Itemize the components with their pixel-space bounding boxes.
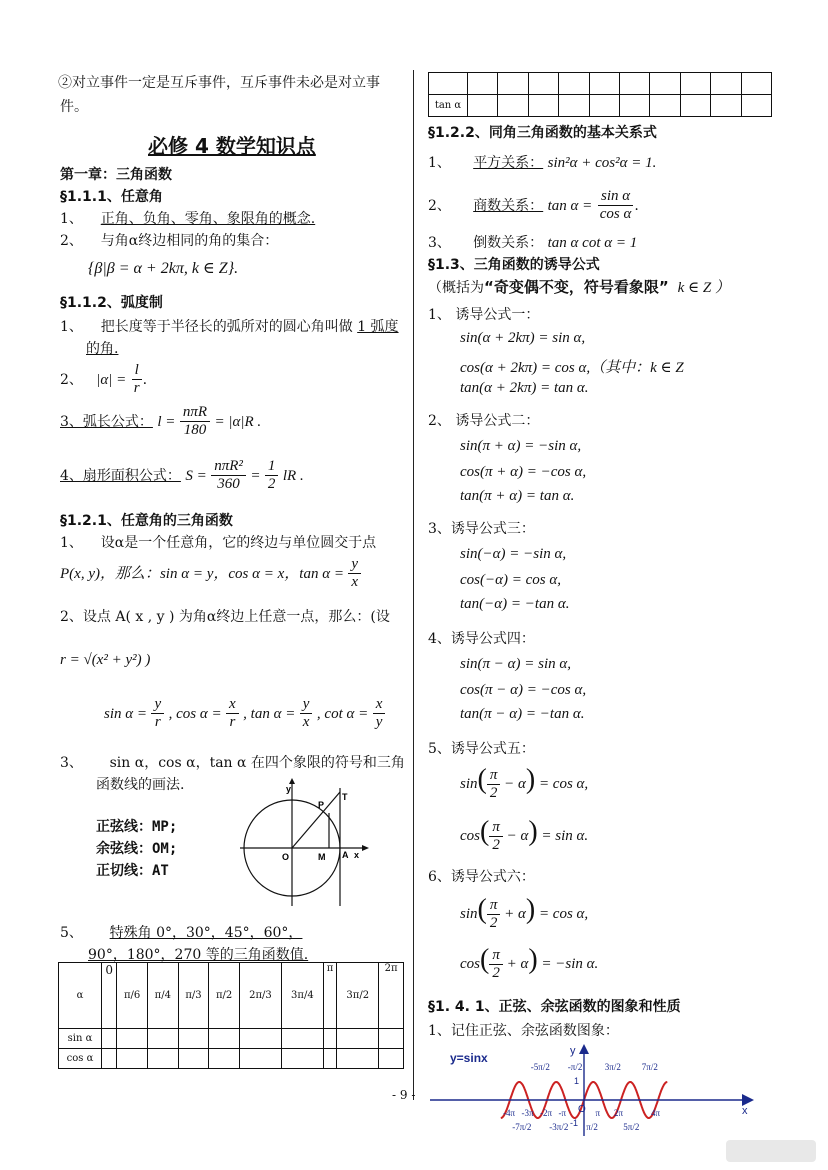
unit-circle-diagram (232, 778, 372, 908)
note-emphasis: “奇变偶不变，符号看象限” (484, 278, 669, 296)
formula-lhs: |α| = (96, 371, 127, 388)
table-cell (711, 73, 741, 95)
fraction (373, 696, 386, 732)
graph-label: y=sinx (450, 1051, 488, 1065)
item-number: 2、 (60, 371, 83, 388)
formula-label: 3、弧长公式： (60, 413, 153, 430)
fraction (265, 458, 279, 494)
formula-rhs: = |α|R . (214, 413, 262, 430)
table-cell (102, 1029, 117, 1049)
formula-line: tan(π − α) = −tan α. (460, 706, 585, 722)
table-cell: π/6 (117, 963, 148, 1029)
formula-label: 商数关系： (473, 197, 544, 214)
formula-rhs: lR . (282, 467, 304, 484)
section-heading-1-4-1: §1. 4. 1、正弦、余弦函数的图象和性质 (428, 999, 681, 1015)
table-cell (680, 95, 710, 117)
table-cell (178, 1029, 209, 1049)
table-cell (650, 95, 680, 117)
formula-rhs: = cos α, (538, 906, 589, 922)
table-cell (337, 1029, 379, 1049)
formula-text: P(x, y)，那么：sin α = y，cos α = x，tan α = (60, 565, 344, 582)
chapter-heading: 第一章：三角函数 (60, 167, 172, 183)
tick-label-fraction: π/2 (586, 1122, 598, 1132)
item-text: sin α，cos α，tan α 在四个象限的符号和三角 (109, 755, 405, 771)
tick-label-axis: π (595, 1108, 601, 1118)
table-cell (650, 73, 680, 95)
section-heading-1-3: §1.3、三角函数的诱导公式 (428, 257, 600, 273)
numerator: π (489, 819, 503, 837)
list-item (60, 922, 302, 942)
table-cell: tan α (429, 95, 468, 117)
formula-label: 4、扇形面积公式： (60, 467, 181, 484)
table-cell (498, 95, 528, 117)
table-cell (711, 95, 741, 117)
numerator: π (489, 947, 503, 965)
table-cell: 2π/3 (239, 963, 281, 1029)
denominator: x (351, 574, 359, 591)
list-item (60, 208, 315, 228)
table-row (429, 73, 772, 95)
formula-group-label: 4、诱导公式四： (428, 631, 535, 647)
table-continuation (428, 72, 772, 117)
fraction (487, 897, 501, 933)
label-y: y (286, 784, 292, 794)
numerator: y (348, 556, 361, 574)
formula-lhs: sin α = (104, 705, 148, 722)
list-item (60, 532, 376, 552)
equals-sign: = (250, 467, 261, 484)
operand: + α (506, 956, 529, 972)
table-cell: 3π/4 (281, 963, 323, 1029)
table-cell: π/3 (178, 963, 209, 1029)
formula-line: sin( $\frac{\pi}{2}$ − α) = cos α, (460, 764, 589, 802)
label-P: P (318, 800, 325, 810)
table-cell: π/4 (147, 963, 178, 1029)
table-cell (379, 1049, 404, 1069)
fraction (489, 947, 503, 983)
table-cell (147, 1049, 178, 1069)
table-cell (102, 1049, 117, 1069)
numerator: l (132, 362, 142, 380)
fraction (300, 696, 313, 732)
fn-name: cos (460, 828, 480, 844)
fn-name: cos (460, 956, 480, 972)
table-cell (239, 1049, 281, 1069)
note-text: （概括为 (428, 280, 484, 296)
table-cell: sin α (59, 1029, 102, 1049)
table-cell: 0 (102, 963, 117, 1029)
denominator: 2 (489, 915, 498, 932)
denominator: 2 (489, 785, 498, 802)
table-cell (468, 73, 498, 95)
numerator: y (151, 696, 164, 714)
numerator: x (373, 696, 386, 714)
fraction (180, 404, 210, 440)
item-number: 1、 (60, 535, 83, 551)
formula-line: cos( $\frac{\pi}{2}$ + α) = −sin α. (460, 944, 599, 982)
tick-label-upper: 7π/2 (641, 1062, 658, 1072)
item-number: 3、 (60, 755, 83, 771)
formula-line: tan(α + 2kπ) = tan α. (460, 380, 589, 396)
fn-name: sin (460, 906, 478, 922)
fraction (597, 188, 635, 224)
table-cell (559, 95, 589, 117)
formula-label: 倒数关系： (473, 235, 544, 251)
formula-line: sin(π + α) = −sin α, (460, 438, 582, 454)
y-axis-label: y (570, 1045, 576, 1057)
label-T: T (342, 792, 348, 802)
tangent-line-label: 正切线：AT (96, 863, 169, 879)
formula-rhs: = sin α. (541, 828, 589, 844)
tick-label-upper: -π/2 (567, 1062, 583, 1072)
table-cell (429, 73, 468, 95)
item-text: 把长度等于半径长的弧所对的圆心角叫做 (100, 319, 353, 335)
table-cell (528, 73, 558, 95)
formula-rhs: = cos α, (538, 776, 589, 792)
item-text: 特殊角 0°，30°，45°，60°， (109, 925, 303, 941)
table-cell (528, 95, 558, 117)
item-number: 1、 (428, 155, 451, 171)
formula-line: cos(π − α) = −cos α, (460, 682, 587, 698)
formula-row (60, 556, 361, 592)
item-text-continuation: 函数线的画法. (96, 777, 185, 793)
table-cell: π (323, 963, 336, 1029)
formula-lhs: S = (185, 467, 207, 484)
list-item: 2、设点 A( x , y ) 为角α终边上任意一点，那么：(设 (60, 609, 390, 625)
numerator: y (300, 696, 313, 714)
table-cell (619, 95, 649, 117)
sine-line-label: 正弦线：MP; (96, 819, 178, 835)
list-item: 1、记住正弦、余弦函数图象： (428, 1023, 619, 1039)
page-title: 必修 4 数学知识点 (148, 134, 316, 158)
definition-formulas (104, 696, 385, 732)
tick-label-axis: 4π (651, 1108, 661, 1118)
label-O: O (282, 852, 290, 862)
table-cell (680, 73, 710, 95)
denominator: 2 (492, 837, 500, 854)
numerator: π (487, 767, 501, 785)
table-cell (178, 1049, 209, 1069)
table-cell (589, 95, 619, 117)
table-cell (209, 1049, 240, 1069)
formula-group-label: 5、诱导公式五： (428, 741, 535, 757)
section-heading-1-2-1: §1.2.1、任意角的三角函数 (60, 513, 233, 529)
denominator: 360 (217, 476, 240, 493)
table-cell: α (59, 963, 102, 1029)
denominator: r (154, 714, 161, 731)
section-heading-1-1-2: §1.1.2、弧度制 (60, 295, 163, 311)
column-divider (413, 70, 414, 1100)
table-cell (147, 1029, 178, 1049)
item-text-continuation: 的角. (86, 341, 119, 357)
label-A: A (342, 850, 349, 860)
tick-label-axis: -4π (503, 1108, 516, 1118)
formula-lhs: , tan α = (243, 705, 296, 722)
formula-lhs: , cot α = (316, 705, 369, 722)
item-text: 正角、负角、零角、象限角的概念. (100, 211, 316, 227)
tick-label-upper: 3π/2 (604, 1062, 621, 1072)
intro-line-2: 件。 (60, 99, 88, 115)
x-arrow-icon (362, 845, 369, 851)
note-text: k ∈ Z ） (677, 280, 730, 296)
table-cell (741, 73, 771, 95)
fn-name: sin (460, 776, 478, 792)
denominator: y (375, 714, 383, 731)
origin-label: O (578, 1104, 586, 1115)
section-heading-1-1-1: §1.1.1、任意角 (60, 189, 163, 205)
formula-line: cos( $\frac{\pi}{2}$ − α) = sin α. (460, 816, 589, 854)
table-cell (323, 1049, 336, 1069)
item-text-underlined: 1 弧度 (357, 319, 399, 335)
radius-formula: r = √(x² + y²) ) (60, 652, 151, 668)
formula-group-label: 1、 诱导公式一： (428, 307, 540, 323)
item-number: 2、 (428, 197, 451, 214)
tick-label-fraction: -3π/2 (549, 1122, 569, 1132)
table-cell (337, 1049, 379, 1069)
cosine-line-label: 余弦线：OM; (96, 841, 178, 857)
tick-label-axis: -2π (540, 1108, 553, 1118)
denominator: 180 (183, 422, 207, 439)
tick-label-one: 1 (574, 1076, 580, 1086)
tick-label-axis: 2π (614, 1108, 624, 1118)
item-number: 5、 (60, 925, 83, 941)
tick-label-fraction: 5π/2 (623, 1122, 640, 1132)
label-x: x (354, 850, 360, 860)
angle-set-formula: {β|β = α + 2kπ, k ∈ Z}. (88, 260, 239, 277)
numerator: sin α (598, 188, 633, 206)
list-item (60, 316, 399, 336)
formula-lhs: l = (157, 413, 176, 430)
formula-line: sin(−α) = −sin α, (460, 546, 567, 562)
table-cell (559, 73, 589, 95)
denominator: x (302, 714, 310, 731)
table-cell: cos α (59, 1049, 102, 1069)
table-cell (323, 1029, 336, 1049)
mnemonic-note (428, 276, 730, 297)
fraction (348, 556, 361, 592)
x-axis-label: x (742, 1105, 748, 1117)
table-cell: 2π (379, 963, 404, 1029)
sine-graph (420, 1040, 760, 1136)
formula-text: sin²α + cos²α = 1. (547, 155, 657, 171)
numerator: nπR (180, 404, 210, 422)
formula-line: tan(π + α) = tan α. (460, 488, 575, 504)
formula-rhs: = −sin α. (541, 956, 599, 972)
watermark-badge (726, 1140, 816, 1162)
table-cell (281, 1029, 323, 1049)
formula-lhs: , cos α = (168, 705, 222, 722)
tick-label-axis: -π (558, 1108, 567, 1118)
denominator: 2 (492, 965, 500, 982)
table-cell (468, 95, 498, 117)
table-cell: π/2 (209, 963, 240, 1029)
intro-line: ②对立事件一定是互斥事件，互斥事件未必是对立事 (58, 75, 380, 91)
table-cell (209, 1029, 240, 1049)
fraction (151, 696, 164, 732)
numerator: 1 (265, 458, 279, 476)
table-cell (619, 73, 649, 95)
tick-label-fraction: -7π/2 (512, 1122, 532, 1132)
formula-row (60, 404, 261, 440)
denominator: cos α (599, 206, 632, 223)
formula-line: cos(π + α) = −cos α, (460, 464, 587, 480)
operand: − α (506, 828, 529, 844)
item-number: 2、 (60, 233, 83, 249)
formula-group-label: 6、诱导公式六： (428, 869, 535, 885)
table-cell: 3π/2 (337, 963, 379, 1029)
label-M: M (318, 852, 326, 862)
denominator: 2 (267, 476, 276, 493)
operand: + α (504, 906, 526, 922)
formula-group-label: 3、诱导公式三： (428, 521, 535, 537)
formula-label: 平方关系： (473, 155, 544, 171)
page-number: - 9 - (392, 1088, 416, 1102)
denominator: r (229, 714, 236, 731)
formula-row (428, 152, 656, 172)
table-cell (281, 1049, 323, 1069)
tick-label-axis: -3π (521, 1108, 534, 1118)
fraction (489, 819, 503, 855)
formula-line: cos(α + 2kπ) = cos α,（其中：k ∈ Z (460, 360, 684, 376)
table-cell (117, 1029, 148, 1049)
y-arrow-icon (579, 1044, 589, 1054)
formula-line: sin(π − α) = sin α, (460, 656, 572, 672)
numerator: x (226, 696, 239, 714)
item-number: 1、 (60, 211, 83, 227)
formula-lhs: tan α = (547, 197, 593, 214)
table-cell (379, 1029, 404, 1049)
item-number: 3、 (428, 235, 451, 251)
table-cell (741, 95, 771, 117)
table-cell (117, 1049, 148, 1069)
tick-label-upper: -5π/2 (530, 1062, 550, 1072)
table-row (59, 1049, 404, 1069)
fraction (487, 767, 501, 803)
special-angle-table (58, 962, 404, 1069)
item-text: 设α是一个任意角，它的终边与单位圆交于点 (100, 535, 377, 551)
formula-line: sin(α + 2kπ) = sin α, (460, 330, 586, 346)
table-row (429, 95, 772, 117)
fraction (211, 458, 246, 494)
formula-row (428, 232, 637, 252)
item-number: 1、 (60, 319, 83, 335)
table-cell (589, 73, 619, 95)
formula-text: tan α cot α = 1 (547, 235, 638, 251)
tick-label-neg-one: -1 (570, 1118, 579, 1128)
list-item (60, 752, 405, 772)
operand: − α (504, 776, 526, 792)
numerator: π (487, 897, 501, 915)
formula-line: sin( $\frac{\pi}{2}$ + α) = cos α, (460, 894, 589, 932)
table-row (59, 1029, 404, 1049)
table-row (59, 963, 404, 1029)
formula-group-label: 2、 诱导公式二： (428, 413, 540, 429)
denominator: r (133, 380, 140, 397)
fraction (131, 362, 143, 398)
section-heading-1-2-2: §1.2.2、同角三角函数的基本关系式 (428, 125, 657, 141)
fraction (226, 696, 239, 732)
table-cell (239, 1029, 281, 1049)
table-cell (498, 73, 528, 95)
item-text-continuation: 90°，180°，270 等的三角函数值. (88, 947, 309, 963)
formula-line: tan(−α) = −tan α. (460, 596, 570, 612)
list-item (60, 230, 278, 250)
formula-row: 2、 |α| = $\frac{l}{r}$ . (60, 362, 148, 397)
numerator: nπR² (211, 458, 246, 476)
formula-row (60, 458, 304, 494)
formula-row: 2、 商数关系： tan α = $\frac{\text{sin α}}{\text{cos α}}$ . (428, 188, 639, 223)
item-text: 与角α终边相同的角的集合： (100, 233, 279, 249)
formula-line: cos(−α) = cos α, (460, 572, 561, 588)
